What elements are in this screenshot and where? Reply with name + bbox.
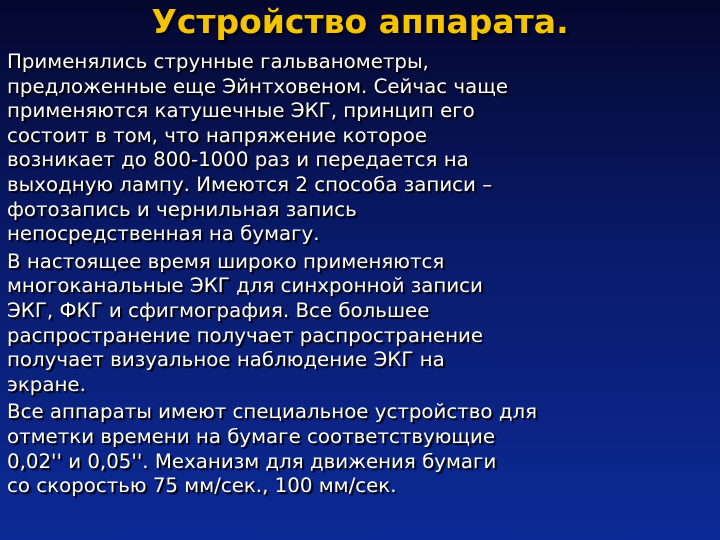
paragraph-line: со скоростью 75 мм/сек., 100 мм/сек. [7,474,397,498]
paragraph-line: состоит в том, что напряжение которое [7,123,428,147]
paragraph-line: возникает до 800-1000 раз и передается на [7,148,469,172]
paragraph-line: Применялись струнные гальванометры, [7,50,429,73]
slide-body [7,50,713,502]
paragraph-line: получает визуальное наблюдение ЭКГ на [7,348,445,372]
paragraph-line: предложенные еще Эйнтховеном. Сейчас чаще [7,74,508,98]
paragraph-line: Все аппараты имеют специальное устройство для [7,400,538,424]
paragraph-line: выходную лампу. Имеются 2 способа записи – [7,172,493,196]
paragraph-line: экране. [7,372,86,396]
paragraph-line: применяются катушечные ЭКГ, принцип его [7,99,475,123]
paragraph-string-galvanometers [7,50,713,247]
paragraph-line: многоканальные ЭКГ для синхронной записи [7,274,483,298]
paragraph-time-marking [7,400,713,498]
paragraph-line: непосредственная на бумагу. [7,222,320,246]
paragraph-line: 0,02'' и 0,05''. Механизм для движения бумаги [7,449,497,473]
slide-title: Устройство аппарата. [151,2,569,41]
paragraph-line: В настоящее время широко применяются [7,249,445,273]
paragraph-line: ЭКГ, ФКГ и сфигмография. Все большее [7,298,430,322]
paragraph-multichannel-ecg [7,250,713,398]
paragraph-line: отметки времени на бумаге соответствующие [7,424,496,448]
paragraph-line: распространение получает распространение [7,323,484,347]
paragraph-line: фотозапись и чернильная запись [7,197,357,221]
